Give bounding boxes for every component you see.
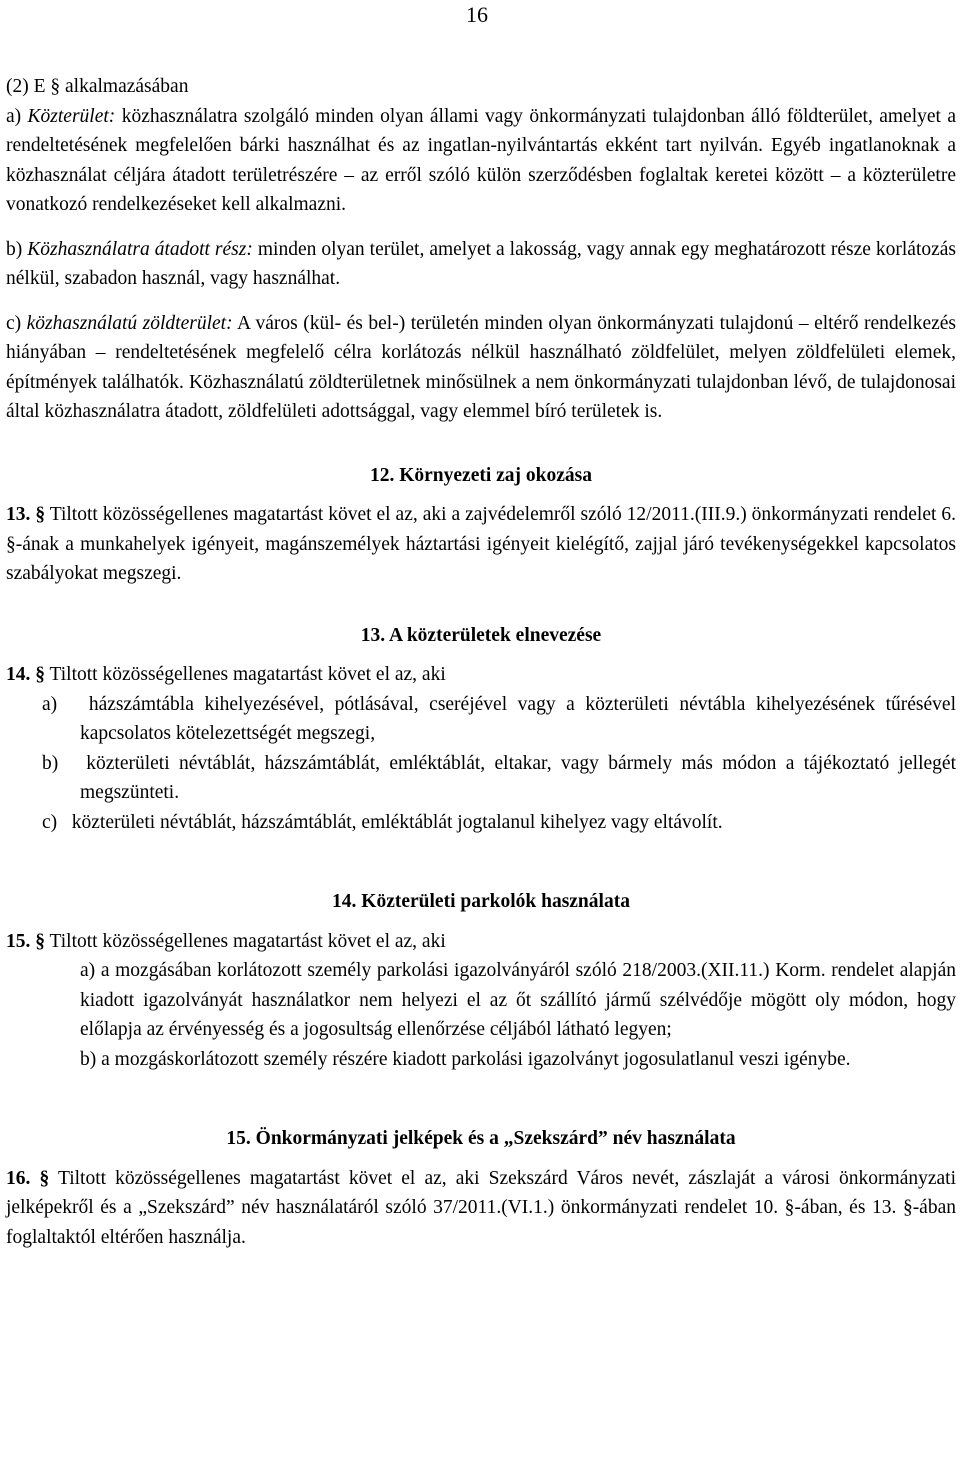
section-heading-15: 15. Önkormányzati jelképek és a „Szekszárd” név használata (226, 1128, 736, 1149)
section-number: 15. § (6, 930, 45, 952)
definition-b (6, 235, 956, 294)
item-label: c) (6, 312, 27, 334)
section-13 (6, 500, 956, 589)
document-body (6, 72, 956, 1252)
defined-term: Közterület: (27, 105, 116, 127)
item-label: a) (6, 105, 28, 127)
section-text: Tiltott közösségellenes magatartást követ el az, aki Szekszárd Város nevét, zászlaját a városi önkormányzati jelképekről és a „Szekszárd” név használatáról szóló 37/2011.(VI.1.) önkormányzati rendelet 10. §-ában, és 13. §-ában foglaltaktól eltérően használja. (6, 1167, 957, 1248)
defined-term: Közhasználatra átadott rész: (27, 238, 253, 260)
definition-text: A város (kül- és bel-) területén minden olyan önkormányzati tulajdonú – eltérő rendelkezés hiányában – rendeltetésének megfelelő célra korlátozás nélkül használható zöldfelület, melyen zöldfelületi elemek, építmények találhatók. Közhasználatú zöldterületnek minősülnek a nem önkormányzati tulajdonban lévő, de tulajdonosai által közhasználatra átadott, zöldfelületi adottsággal, vagy elemmel bíró területek is. (6, 312, 957, 422)
section-number: 16. § (6, 1167, 50, 1189)
section-16 (6, 1164, 956, 1253)
paragraph-title: (2) E § alkalmazásában (6, 76, 189, 97)
section-heading-13: 13. A közterületek elnevezése (360, 624, 602, 646)
list-item: b) közterületi névtáblát, házszámtáblát, emléktáblát, eltakar, vagy bármely más módon a tájékoztató jellegét megszünteti. (42, 752, 956, 803)
page-number: 16 (466, 2, 488, 27)
section-text: Tiltott közösségellenes magatartást követ el az, aki (45, 930, 446, 952)
section-14 (6, 660, 956, 690)
section-text: Tiltott közösségellenes magatartást követ el az, aki a zajvédelemről szóló 12/2011.(III.9.) önkormányzati rendelet 6. §-ának a munkahelyek igényeit, magánszemélyek háztartási igényeit kielégítő, zajjal járó tevékenységekkel kapcsolatos szabályokat megszegi. (6, 504, 957, 584)
section-text: Tiltott közösségellenes magatartást követ el az, aki (45, 664, 446, 685)
section-number: 13. § (6, 504, 46, 525)
section-number: 14. § (6, 664, 45, 685)
list-item: a) a mozgásában korlátozott személy parkolási igazolványáról szóló 218/2003.(XII.11.) Korm. rendelet alapján kiadott igazolványát használatkor nem helyezi el az őt szállító jármű szélvédője mögött oly módon, hogy előlapja az érvényesség és a jogosultság ellenőrzése céljából látható legyen; (80, 960, 956, 1040)
section-heading-14: 14. Közterületi parkolók használata (332, 891, 630, 912)
definition-text: minden olyan terület, amelyet a lakosság, vagy annak egy meghatározott része korlátozás nélkül, szabadon használ, vagy használhat. (6, 238, 957, 289)
definition-text: közhasználatra szolgáló minden olyan állami vagy önkormányzati tulajdonban álló földterület, amelyet a rendeltetésének megfelelően bárki használhat és az ingatlan-nyilvántartás ekként tart nyilván. Egyéb ingatlanoknak a közhasználat céljára átadott területrészére – az erről szóló külön szerződésben foglaltak keretei között – a közterületre vonatkozó rendelkezéseket kell alkalmazni. (6, 105, 956, 215)
definition-c (6, 309, 956, 427)
section-15 (6, 927, 956, 957)
section-heading-12: 12. Környezeti zaj okozása (369, 464, 593, 486)
definition-a (6, 102, 956, 220)
item-label: b) (6, 238, 28, 260)
defined-term: közhasználatú zöldterület: (26, 312, 233, 334)
list-item: c) közterületi névtáblát, házszámtáblát, emléktáblát jogtalanul kihelyez vagy eltávolít. (42, 811, 723, 833)
list-item: b) a mozgáskorlátozott személy részére kiadott parkolási igazolványt jogosulatlanul veszi igénybe. (80, 1048, 851, 1070)
list-item: a) házszámtábla kihelyezésével, pótlásával, cseréjével vagy a közterületi névtábla kihelyezésének tűrésével kapcsolatos kötelezettségét megszegi, (42, 693, 956, 744)
